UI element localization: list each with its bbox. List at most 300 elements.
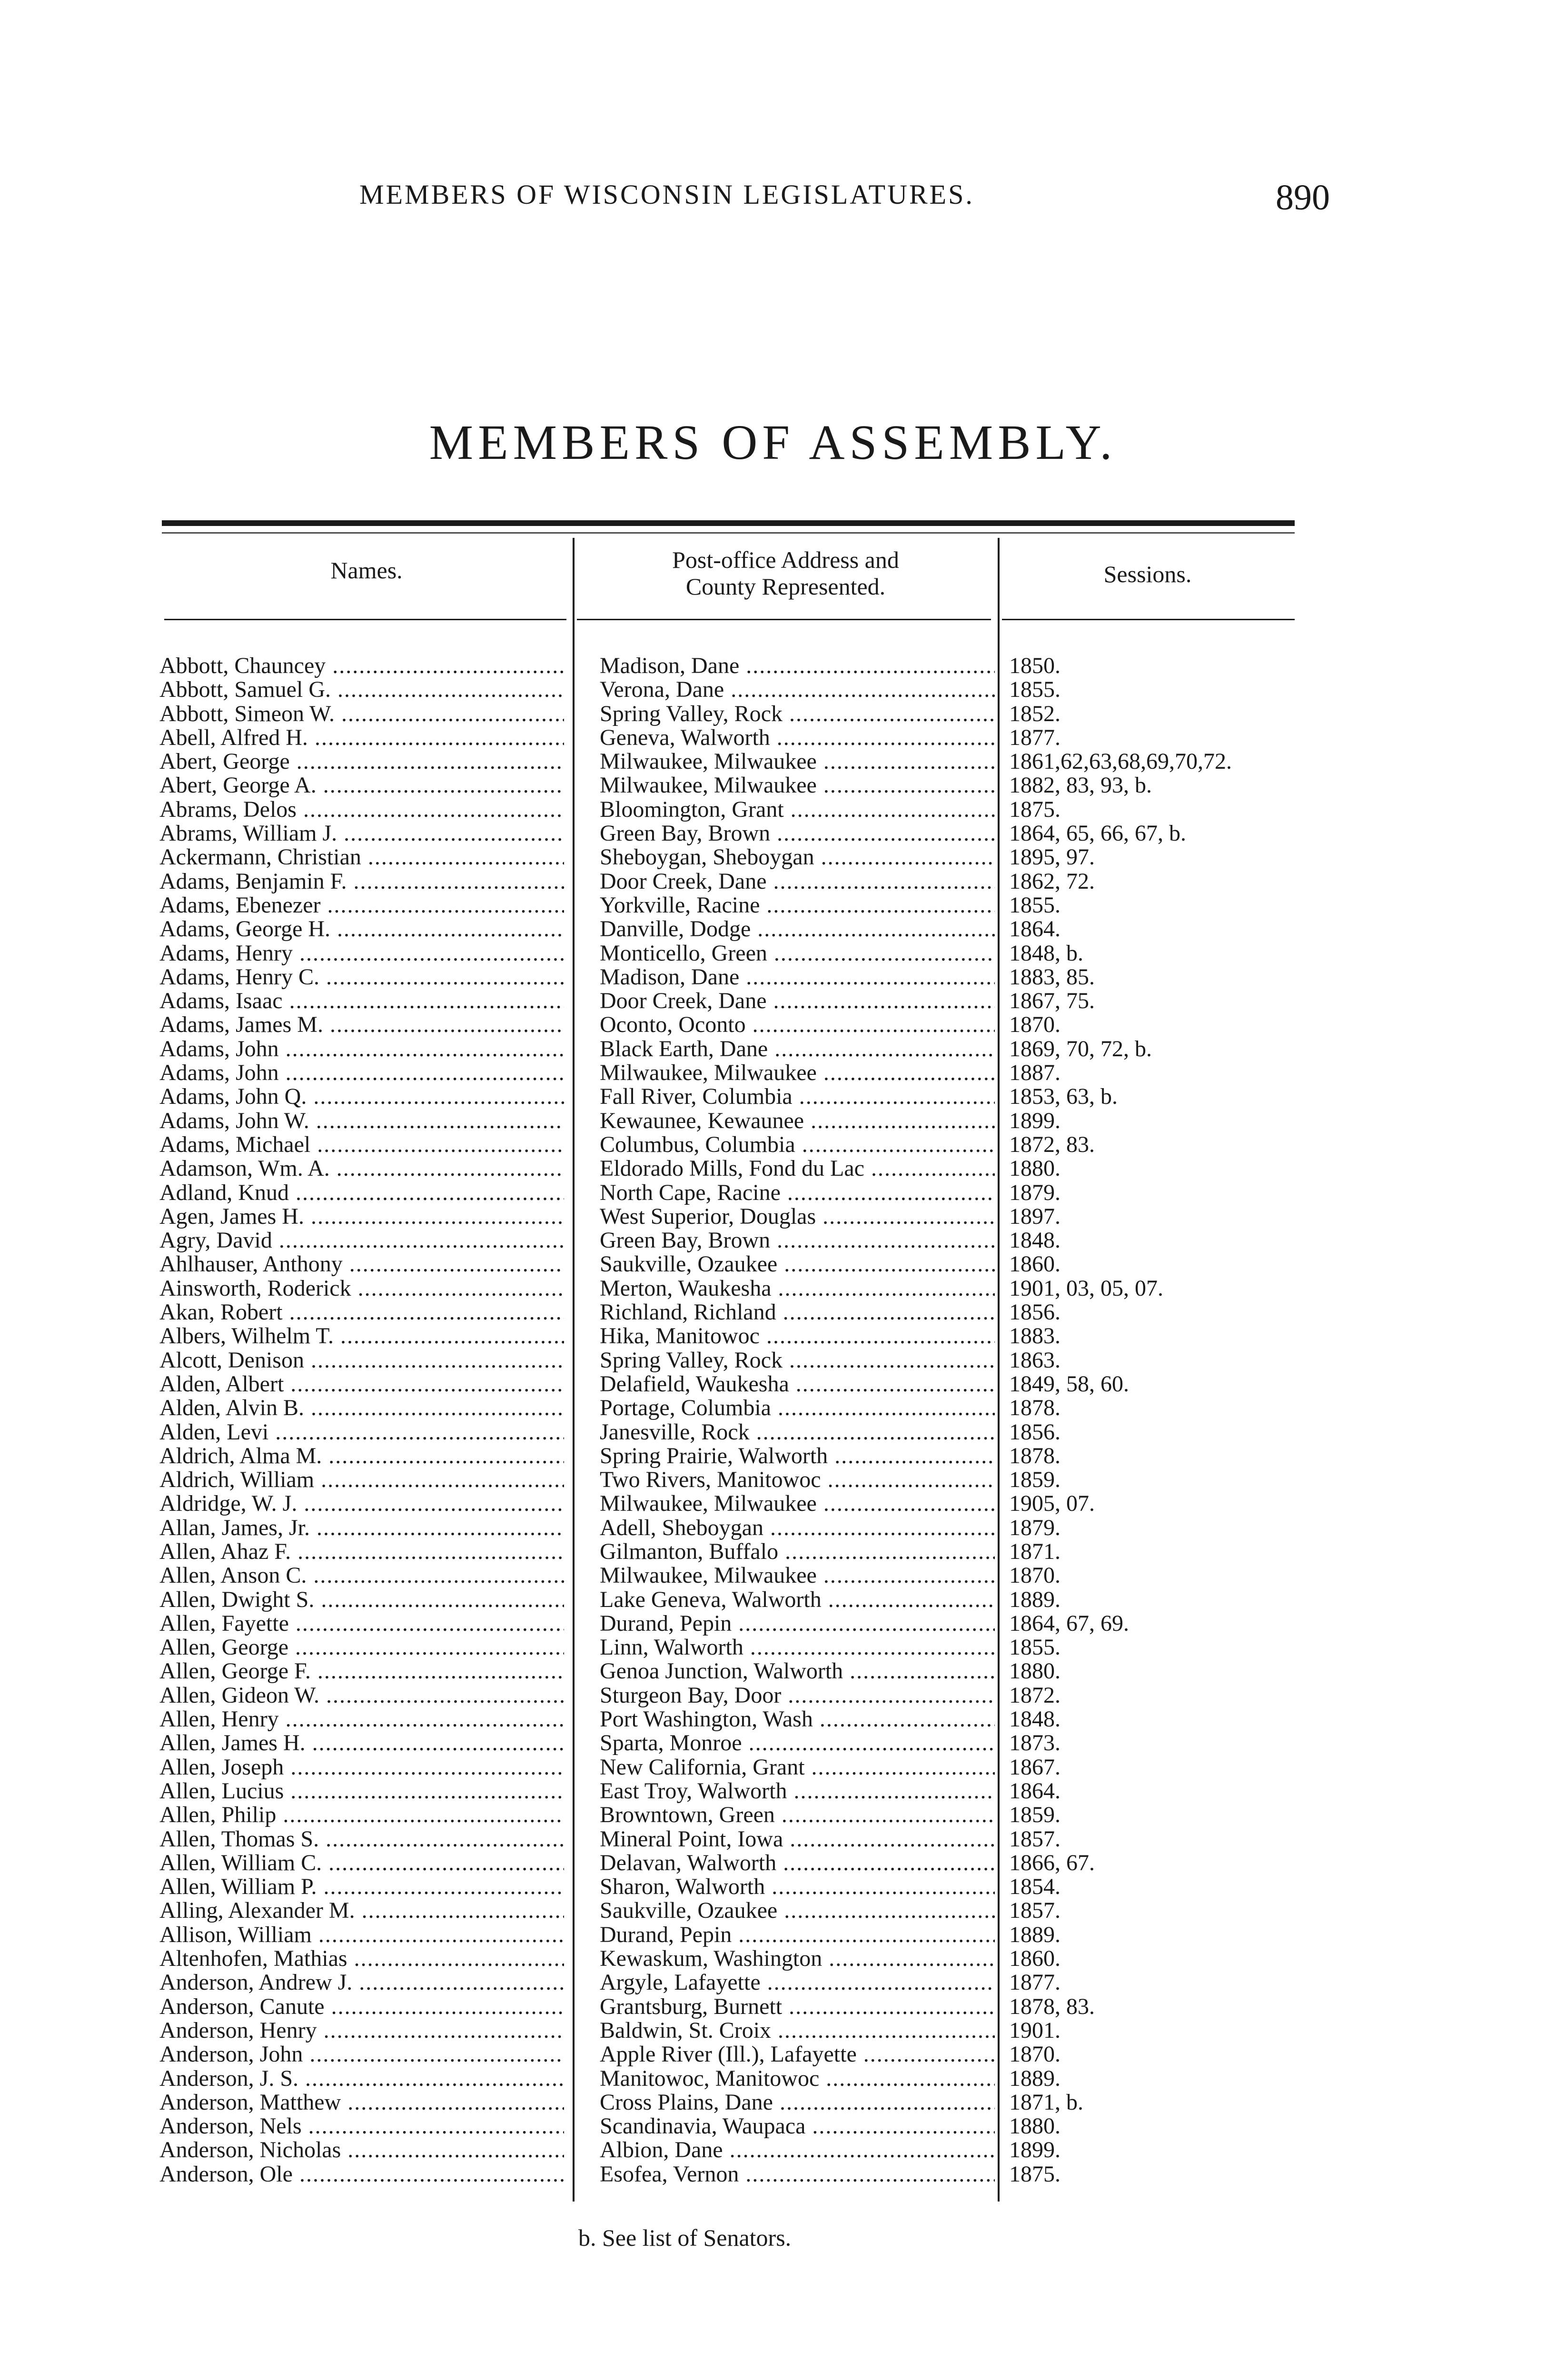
- table-row: [159, 1324, 1302, 1348]
- sessions-list-text: 1889.: [1009, 2066, 1060, 2091]
- member-name-text: Anderson, Ole .....: [159, 2162, 564, 2186]
- table-row: [159, 798, 1302, 822]
- page-number: 890: [1276, 178, 1330, 218]
- post-office-address: [600, 822, 995, 845]
- member-name-text: Ackermann, Christian .....: [159, 845, 564, 869]
- table-row: [159, 1659, 1302, 1683]
- sessions-list-text: 1860.: [1009, 1947, 1060, 1971]
- post-office-address: [600, 1827, 995, 1851]
- member-name: [159, 2162, 564, 2186]
- sessions-list: [1009, 1300, 1295, 1324]
- table-row: [159, 1372, 1302, 1396]
- member-name-text: Allen, William C. .....: [159, 1851, 564, 1875]
- post-office-address-text: Sharon, Walworth .....: [600, 1875, 995, 1899]
- post-office-address-text: Browntown, Green .....: [600, 1803, 995, 1827]
- member-name-text: Allen, Dwight S. .....: [159, 1588, 564, 1612]
- post-office-address-text: Portage, Columbia .....: [600, 1396, 995, 1420]
- table-row: [159, 893, 1302, 917]
- member-name-text: Alden, Levi .....: [159, 1420, 564, 1444]
- table-row: [159, 1181, 1302, 1205]
- sessions-list: [1009, 654, 1295, 678]
- table-row: [159, 1037, 1302, 1061]
- table-row: [159, 726, 1302, 750]
- footnote: b. See list of Senators.: [578, 2224, 792, 2251]
- table-row: [159, 2138, 1302, 2162]
- post-office-address-text: Spring Prairie, Walworth .....: [600, 1444, 995, 1468]
- sessions-list-text: 1873.: [1009, 1731, 1060, 1755]
- post-office-address-text: Madison, Dane .....: [600, 654, 995, 678]
- member-name: [159, 1827, 564, 1851]
- sessions-list: [1009, 1612, 1295, 1636]
- post-office-address-text: Spring Valley, Rock .....: [600, 702, 995, 726]
- table-row: [159, 1300, 1302, 1324]
- member-name-text: Anderson, Matthew .....: [159, 2091, 564, 2114]
- member-name-text: Ahlhauser, Anthony .....: [159, 1252, 564, 1276]
- member-name: [159, 1013, 564, 1037]
- sessions-list: [1009, 1707, 1295, 1731]
- sessions-list-text: 1869, 70, 72, b.: [1009, 1037, 1152, 1061]
- post-office-address: [600, 2091, 995, 2114]
- table-row: [159, 1588, 1302, 1612]
- member-name: [159, 2043, 564, 2066]
- post-office-address: [600, 1995, 995, 2019]
- member-name-text: Adams, Michael .....: [159, 1133, 564, 1157]
- column-header-sessions-label: Sessions.: [1103, 561, 1192, 587]
- member-name-text: Anderson, Andrew J. .....: [159, 1971, 564, 1994]
- header-underline-sessions: [1002, 619, 1295, 620]
- member-name: [159, 2138, 564, 2162]
- member-name-text: Anderson, Canute .....: [159, 1995, 564, 2019]
- table-row: [159, 1444, 1302, 1468]
- sessions-list-text: 1859.: [1009, 1803, 1060, 1827]
- member-name: [159, 917, 564, 941]
- member-name: [159, 2091, 564, 2114]
- member-name-text: Adams, John .....: [159, 1061, 564, 1085]
- heavy-rule: [162, 520, 1295, 526]
- post-office-address-text: Argyle, Lafayette .....: [600, 1971, 995, 1994]
- post-office-address: [600, 2138, 995, 2162]
- sessions-list-text: 1878.: [1009, 1396, 1060, 1420]
- post-office-address: [600, 798, 995, 822]
- column-header-sessions: [1000, 561, 1295, 587]
- sessions-list-text: 1889.: [1009, 1587, 1060, 1612]
- post-office-address-text: Two Rivers, Manitowoc .....: [600, 1468, 995, 1492]
- sessions-list: [1009, 1372, 1295, 1396]
- member-name: [159, 1851, 564, 1875]
- header-underline-names: [164, 619, 566, 620]
- sessions-list: [1009, 845, 1295, 869]
- member-name: [159, 989, 564, 1013]
- sessions-list-text: 1897.: [1009, 1204, 1060, 1229]
- post-office-address-text: Milwaukee, Milwaukee .....: [600, 1061, 995, 1085]
- member-name: [159, 1516, 564, 1540]
- sessions-list: [1009, 1492, 1295, 1516]
- sessions-list: [1009, 1277, 1295, 1300]
- member-name: [159, 1923, 564, 1947]
- sessions-list: [1009, 917, 1295, 941]
- table-row: [159, 1899, 1302, 1923]
- member-name-text: Adams, Ebenezer .....: [159, 893, 564, 917]
- member-name-text: Adams, John .....: [159, 1037, 564, 1061]
- member-name-text: Abbott, Chauncey .....: [159, 654, 564, 678]
- sessions-list-text: 1867, 75.: [1009, 989, 1095, 1013]
- sessions-list-text: 1867.: [1009, 1755, 1060, 1779]
- post-office-address-text: Durand, Pepin .....: [600, 1612, 995, 1636]
- post-office-address-text: Esofea, Vernon .....: [600, 2162, 995, 2186]
- post-office-address-text: Merton, Waukesha .....: [600, 1277, 995, 1300]
- sessions-list-text: 1855.: [1009, 678, 1060, 702]
- member-name-text: Albers, Wilhelm T. .....: [159, 1324, 564, 1348]
- member-name-text: Abert, George A. .....: [159, 774, 564, 797]
- post-office-address-text: North Cape, Racine .....: [600, 1181, 995, 1205]
- post-office-address: [600, 1755, 995, 1779]
- post-office-address: [600, 870, 995, 893]
- sessions-list: [1009, 1684, 1295, 1707]
- sessions-list-text: 1870.: [1009, 1013, 1060, 1037]
- sessions-list-text: 1853, 63, b.: [1009, 1085, 1118, 1109]
- member-name-text: Alden, Alvin B. .....: [159, 1396, 564, 1420]
- member-name-text: Abbott, Simeon W. .....: [159, 702, 564, 726]
- post-office-address: [600, 726, 995, 750]
- sessions-list: [1009, 1659, 1295, 1683]
- post-office-address: [600, 1277, 995, 1300]
- sessions-list-text: 1849, 58, 60.: [1009, 1372, 1129, 1396]
- table-row: [159, 1277, 1302, 1300]
- post-office-address-text: Verona, Dane .....: [600, 678, 995, 702]
- sessions-list-text: 1857.: [1009, 1899, 1060, 1923]
- post-office-address: [600, 1659, 995, 1683]
- member-name: [159, 1300, 564, 1324]
- post-office-address-text: Geneva, Walworth .....: [600, 726, 995, 750]
- post-office-address: [600, 1181, 995, 1205]
- post-office-address-text: New California, Grant .....: [600, 1755, 995, 1779]
- table-row: [159, 1731, 1302, 1755]
- sessions-list-text: 1879.: [1009, 1516, 1060, 1540]
- sessions-list-text: 1848.: [1009, 1229, 1060, 1253]
- sessions-list-text: 1864, 65, 66, 67, b.: [1009, 822, 1186, 846]
- member-name-text: Adams, Benjamin F. .....: [159, 870, 564, 893]
- member-name: [159, 1875, 564, 1899]
- post-office-address-text: Milwaukee, Milwaukee .....: [600, 1564, 995, 1587]
- post-office-address-text: Milwaukee, Milwaukee .....: [600, 750, 995, 774]
- sessions-list-text: 1857.: [1009, 1827, 1060, 1851]
- post-office-address: [600, 1971, 995, 1994]
- table-row: [159, 1971, 1302, 1994]
- sessions-list-text: 1856.: [1009, 1420, 1060, 1444]
- sessions-list-text: 1864, 67, 69.: [1009, 1611, 1129, 1636]
- post-office-address: [600, 1779, 995, 1803]
- table-row: [159, 1396, 1302, 1420]
- sessions-list-text: 1887.: [1009, 1061, 1060, 1085]
- sessions-list: [1009, 2019, 1295, 2043]
- table-row: [159, 1947, 1302, 1971]
- member-name: [159, 1109, 564, 1133]
- sessions-list: [1009, 678, 1295, 702]
- sessions-list: [1009, 1516, 1295, 1540]
- member-name: [159, 1372, 564, 1396]
- sessions-list: [1009, 1181, 1295, 1205]
- post-office-address-text: West Superior, Douglas .....: [600, 1205, 995, 1229]
- post-office-address: [600, 1324, 995, 1348]
- post-office-address-text: Saukville, Ozaukee .....: [600, 1252, 995, 1276]
- sessions-list-text: 1854.: [1009, 1875, 1060, 1899]
- sessions-list: [1009, 1588, 1295, 1612]
- post-office-address-text: Door Creek, Dane .....: [600, 870, 995, 893]
- sessions-list: [1009, 1803, 1295, 1827]
- post-office-address-text: Sturgeon Bay, Door .....: [600, 1684, 995, 1707]
- sessions-list-text: 1859.: [1009, 1468, 1060, 1492]
- sessions-list-text: 1850.: [1009, 654, 1060, 678]
- member-name: [159, 1779, 564, 1803]
- sessions-list: [1009, 750, 1295, 774]
- sessions-list: [1009, 965, 1295, 989]
- post-office-address: [600, 942, 995, 965]
- post-office-address: [600, 1252, 995, 1276]
- member-name: [159, 1444, 564, 1468]
- member-name: [159, 1181, 564, 1205]
- post-office-address-text: Eldorado Mills, Fond du Lac .....: [600, 1157, 995, 1180]
- sessions-list: [1009, 1636, 1295, 1659]
- post-office-address: [600, 702, 995, 726]
- sessions-list: [1009, 1851, 1295, 1875]
- post-office-address-text: Fall River, Columbia .....: [600, 1085, 995, 1109]
- member-name-text: Adamson, Wm. A. .....: [159, 1157, 564, 1180]
- member-name: [159, 1540, 564, 1564]
- sessions-list-text: 1855.: [1009, 893, 1060, 917]
- member-name: [159, 798, 564, 822]
- member-name: [159, 1995, 564, 2019]
- sessions-list-text: 1863.: [1009, 1348, 1060, 1372]
- member-name: [159, 1803, 564, 1827]
- sessions-list-text: 1870.: [1009, 2043, 1060, 2067]
- table-row: [159, 750, 1302, 774]
- table-row: [159, 1013, 1302, 1037]
- post-office-address-text: Kewaunee, Kewaunee .....: [600, 1109, 995, 1133]
- table-row: [159, 1229, 1302, 1252]
- post-office-address: [600, 1229, 995, 1252]
- member-name-text: Anderson, Nicholas .....: [159, 2138, 564, 2162]
- sessions-list-text: 1878.: [1009, 1444, 1060, 1468]
- table-row: [159, 822, 1302, 845]
- sessions-list-text: 1875.: [1009, 797, 1060, 822]
- member-name-text: Abert, George .....: [159, 750, 564, 774]
- sessions-list: [1009, 1133, 1295, 1157]
- member-name-text: Aldridge, W. J. .....: [159, 1492, 564, 1516]
- post-office-address: [600, 1468, 995, 1492]
- post-office-address: [600, 1875, 995, 1899]
- member-name-text: Adams, John W. .....: [159, 1109, 564, 1133]
- member-name: [159, 1684, 564, 1707]
- post-office-address-text: Delafield, Waukesha .....: [600, 1372, 995, 1396]
- member-name-text: Agry, David .....: [159, 1229, 564, 1252]
- post-office-address: [600, 2162, 995, 2186]
- sessions-list-text: 1883, 85.: [1009, 965, 1095, 989]
- post-office-address-text: Yorkville, Racine .....: [600, 893, 995, 917]
- member-name-text: Allen, Thomas S. .....: [159, 1827, 564, 1851]
- post-office-address-text: Kewaskum, Washington .....: [600, 1947, 995, 1971]
- member-name-text: Allen, Anson C. .....: [159, 1564, 564, 1587]
- post-office-address-text: Port Washington, Wash .....: [600, 1707, 995, 1731]
- sessions-list: [1009, 1444, 1295, 1468]
- post-office-address: [600, 1420, 995, 1444]
- member-name: [159, 1612, 564, 1636]
- post-office-address-text: Saukville, Ozaukee .....: [600, 1899, 995, 1923]
- post-office-address: [600, 1588, 995, 1612]
- post-office-address-text: Scandinavia, Waupaca .....: [600, 2114, 995, 2138]
- sessions-list-text: 1877.: [1009, 725, 1060, 750]
- post-office-address-text: Door Creek, Dane .....: [600, 989, 995, 1013]
- post-office-address: [600, 1492, 995, 1516]
- member-name-text: Allen, Joseph .....: [159, 1755, 564, 1779]
- post-office-address: [600, 654, 995, 678]
- sessions-list-text: 1901, 03, 05, 07.: [1009, 1276, 1163, 1300]
- table-row: [159, 2019, 1302, 2043]
- table-row: [159, 1420, 1302, 1444]
- member-name: [159, 1707, 564, 1731]
- post-office-address-text: Linn, Walworth .....: [600, 1636, 995, 1659]
- table-row: [159, 2067, 1302, 2091]
- sessions-list-text: 1860.: [1009, 1252, 1060, 1277]
- post-office-address: [600, 845, 995, 869]
- post-office-address-text: Janesville, Rock .....: [600, 1420, 995, 1444]
- post-office-address: [600, 1851, 995, 1875]
- member-name-text: Abrams, William J. .....: [159, 822, 564, 845]
- sessions-list: [1009, 1349, 1295, 1372]
- sessions-list: [1009, 1396, 1295, 1420]
- table-row: [159, 774, 1302, 797]
- sessions-list-text: 1871.: [1009, 1539, 1060, 1564]
- post-office-address: [600, 1516, 995, 1540]
- sessions-list: [1009, 774, 1295, 797]
- post-office-address-text: Danville, Dodge .....: [600, 917, 995, 941]
- sessions-list: [1009, 1157, 1295, 1180]
- post-office-address: [600, 989, 995, 1013]
- post-office-address: [600, 1037, 995, 1061]
- sessions-list-text: 1880.: [1009, 2114, 1060, 2139]
- sessions-list-text: 1872, 83.: [1009, 1132, 1095, 1157]
- member-name-text: Allen, Philip .....: [159, 1803, 564, 1827]
- post-office-address-text: Albion, Dane .....: [600, 2138, 995, 2162]
- member-name: [159, 1396, 564, 1420]
- header-underline-post: [577, 619, 991, 620]
- table-row: [159, 1157, 1302, 1180]
- sessions-list-text: 1889.: [1009, 1923, 1060, 1947]
- sessions-list: [1009, 1540, 1295, 1564]
- sessions-list: [1009, 893, 1295, 917]
- sessions-list: [1009, 1755, 1295, 1779]
- sessions-list: [1009, 726, 1295, 750]
- sessions-list-text: 1848, b.: [1009, 941, 1083, 965]
- sessions-list: [1009, 1827, 1295, 1851]
- sessions-list: [1009, 1252, 1295, 1276]
- table-row: [159, 1468, 1302, 1492]
- table-row: [159, 1612, 1302, 1636]
- post-office-address: [600, 1372, 995, 1396]
- table-row: [159, 1085, 1302, 1109]
- member-name: [159, 1659, 564, 1683]
- member-name-text: Allen, George F. .....: [159, 1659, 564, 1683]
- post-office-address: [600, 893, 995, 917]
- member-name-text: Altenhofen, Mathias .....: [159, 1947, 564, 1971]
- member-name: [159, 1731, 564, 1755]
- member-name: [159, 1468, 564, 1492]
- sessions-list: [1009, 1995, 1295, 2019]
- table-row: [159, 1707, 1302, 1731]
- post-office-address-text: Monticello, Green .....: [600, 942, 995, 965]
- sessions-list: [1009, 1061, 1295, 1085]
- sessions-list: [1009, 1947, 1295, 1971]
- post-office-address-text: Grantsburg, Burnett .....: [600, 1995, 995, 2019]
- post-office-address: [600, 1444, 995, 1468]
- post-office-address: [600, 1612, 995, 1636]
- member-name-text: Allan, James, Jr. .....: [159, 1516, 564, 1540]
- sessions-list-text: 1905, 07.: [1009, 1492, 1095, 1516]
- member-name: [159, 726, 564, 750]
- member-name: [159, 774, 564, 797]
- table-row: [159, 1636, 1302, 1659]
- sessions-list: [1009, 1779, 1295, 1803]
- sessions-list-text: 1872.: [1009, 1683, 1060, 1707]
- member-name: [159, 1564, 564, 1587]
- post-office-address-text: Milwaukee, Milwaukee .....: [600, 774, 995, 797]
- member-name: [159, 1588, 564, 1612]
- table-row: [159, 1349, 1302, 1372]
- column-header-names-label: Names.: [330, 557, 403, 584]
- post-office-address-text: Cross Plains, Dane .....: [600, 2091, 995, 2114]
- post-office-address: [600, 1133, 995, 1157]
- post-office-address: [600, 1540, 995, 1564]
- post-office-address-text: Oconto, Oconto .....: [600, 1013, 995, 1037]
- post-office-address: [600, 1205, 995, 1229]
- post-office-address-text: Sparta, Monroe .....: [600, 1731, 995, 1755]
- member-name: [159, 1229, 564, 1252]
- table-row: [159, 1516, 1302, 1540]
- sessions-list: [1009, 1468, 1295, 1492]
- member-name-text: Allen, William P. .....: [159, 1875, 564, 1899]
- sessions-list-text: 1878, 83.: [1009, 1994, 1095, 2019]
- sessions-list-text: 1855.: [1009, 1636, 1060, 1660]
- sessions-list-text: 1880.: [1009, 1659, 1060, 1684]
- table-row: [159, 942, 1302, 965]
- table-row: [159, 1205, 1302, 1229]
- sessions-list: [1009, 1013, 1295, 1037]
- post-office-address: [600, 678, 995, 702]
- sessions-list-text: 1848.: [1009, 1707, 1060, 1732]
- member-name: [159, 1420, 564, 1444]
- table-row: [159, 1252, 1302, 1276]
- sessions-list: [1009, 2138, 1295, 2162]
- sessions-list-text: 1871, b.: [1009, 2090, 1083, 2114]
- post-office-address-text: East Troy, Walworth .....: [600, 1779, 995, 1803]
- member-name-text: Alling, Alexander M. .....: [159, 1899, 564, 1923]
- sessions-list: [1009, 1109, 1295, 1133]
- member-name-text: Aldrich, Alma M. .....: [159, 1444, 564, 1468]
- sessions-list: [1009, 822, 1295, 845]
- table-row: [159, 654, 1302, 678]
- sessions-list: [1009, 798, 1295, 822]
- sessions-list: [1009, 1085, 1295, 1109]
- table-row: [159, 989, 1302, 1013]
- member-name-text: Allen, Lucius .....: [159, 1779, 564, 1803]
- running-head: MEMBERS OF WISCONSIN LEGISLATURES.: [359, 179, 974, 210]
- sessions-list-text: 1875.: [1009, 2162, 1060, 2186]
- table-row: [159, 870, 1302, 893]
- table-row: [159, 702, 1302, 726]
- member-name-text: Alcott, Denison .....: [159, 1349, 564, 1372]
- member-name-text: Ainsworth, Roderick .....: [159, 1277, 564, 1300]
- table-row: [159, 678, 1302, 702]
- table-row: [159, 1133, 1302, 1157]
